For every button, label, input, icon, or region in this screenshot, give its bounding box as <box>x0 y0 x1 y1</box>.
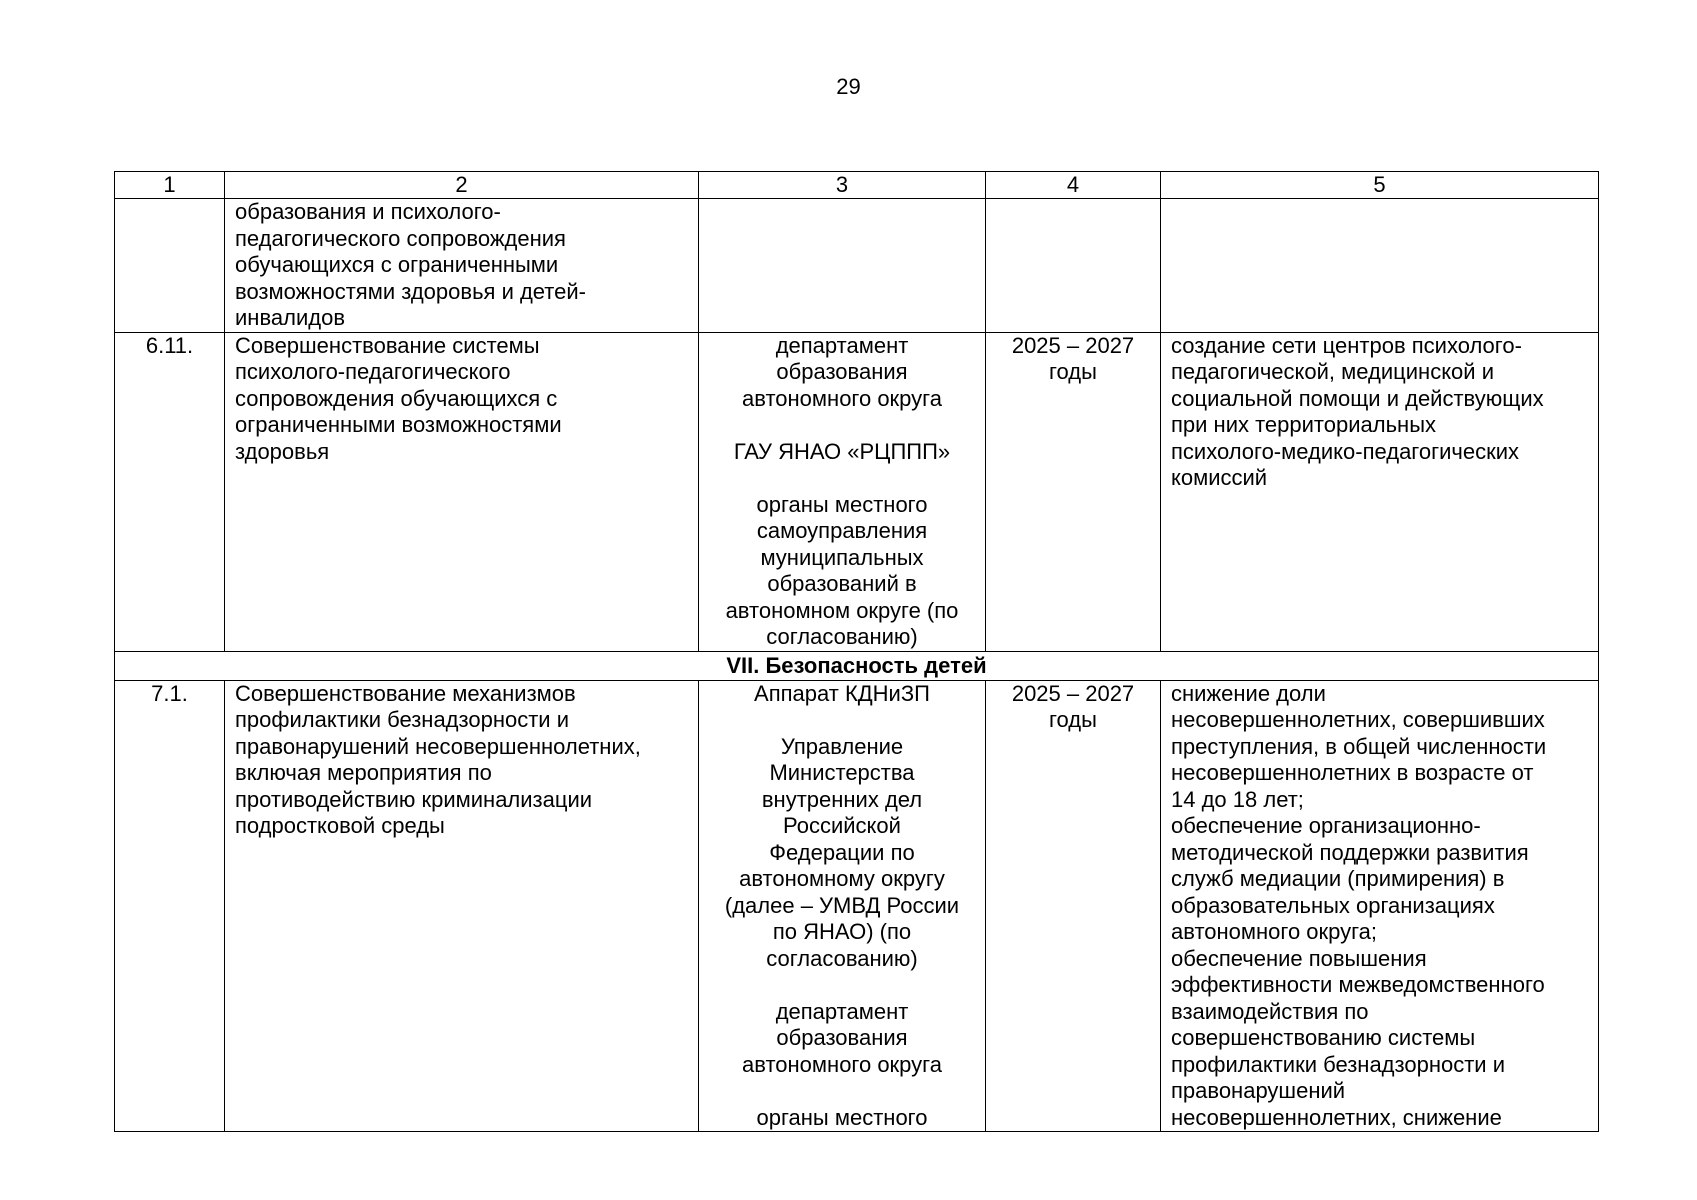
section-heading-row <box>115 651 1599 680</box>
period-cell <box>986 332 1161 651</box>
row-number-cell <box>115 332 225 651</box>
activity-line: обучающихся с ограниченными <box>235 252 559 277</box>
period-cell <box>986 680 1161 1132</box>
activity-line: профилактики безнадзорности и <box>235 707 569 732</box>
period-line: 2025 – 2027 <box>1011 332 1135 358</box>
table-row <box>115 332 1599 651</box>
activity-line: включая мероприятия по <box>235 760 492 785</box>
activity-cell <box>225 680 699 1132</box>
result-line: несовершеннолетних, совершивших <box>1171 707 1545 732</box>
activity-line: ограниченными возможностями <box>235 412 562 437</box>
executor-line: согласованию) <box>766 945 918 971</box>
executor-line: Аппарат КДНиЗП <box>754 680 930 706</box>
executor-line: Управление <box>780 733 904 759</box>
executor-gap <box>709 972 975 999</box>
row-number: 7.1. <box>151 680 188 706</box>
executor-line: самоуправления <box>756 518 928 543</box>
period-cell <box>986 199 1161 333</box>
column-header-2: 2 <box>225 172 699 199</box>
executor-line: по ЯНАО) (по <box>772 919 912 944</box>
activity-line: возможностями здоровья и детей- <box>235 278 586 304</box>
executor-line: автономном округе (по <box>725 597 959 623</box>
executor-gap <box>709 707 975 734</box>
activity-line: психолого-педагогического <box>235 359 511 384</box>
executor-line: департамент <box>775 998 909 1024</box>
result-line: несовершеннолетних, снижение <box>1171 1104 1502 1130</box>
result-line: служб медиации (примирения) в <box>1171 866 1505 891</box>
activity-line: Совершенствование механизмов <box>235 680 576 706</box>
executor-gap <box>709 412 975 439</box>
executor-line: органы местного <box>756 491 928 517</box>
executor-line: ГАУ ЯНАО «РЦППП» <box>733 438 951 464</box>
activity-line: образования и психолого- <box>235 199 501 224</box>
activity-line: Совершенствование системы <box>235 332 540 358</box>
executors-cell <box>699 199 986 333</box>
page-number: 29 <box>836 74 861 99</box>
table-row <box>115 199 1599 333</box>
executor-line: автономного округа <box>742 1051 942 1077</box>
table-header-row <box>115 172 1599 199</box>
executor-line: органы местного <box>756 1104 928 1130</box>
activity-line: сопровождения обучающихся с <box>235 385 558 411</box>
result-line: психолого-медико-педагогических <box>1171 438 1520 464</box>
result-line: взаимодействия по <box>1171 998 1369 1024</box>
activity-line: противодействию криминализации <box>235 786 593 812</box>
result-line: снижение доли <box>1171 680 1326 706</box>
result-line: 14 до 18 лет; <box>1171 786 1304 812</box>
executor-line: внутренних дел <box>761 786 923 812</box>
table-row <box>115 680 1599 1132</box>
executor-line: образования <box>776 359 908 384</box>
result-line: профилактики безнадзорности и <box>1171 1051 1505 1077</box>
column-header-4: 4 <box>986 172 1161 199</box>
result-line: образовательных организациях <box>1171 892 1495 918</box>
section-title: VII. Безопасность детей <box>115 651 1599 680</box>
activity-cell <box>225 199 699 333</box>
result-line: создание сети центров психолого- <box>1171 332 1522 358</box>
result-line: преступления, в общей численности <box>1171 733 1547 759</box>
row-number-cell <box>115 680 225 1132</box>
executor-line: автономного округа <box>742 385 942 411</box>
activity-line: подростковой среды <box>235 813 445 838</box>
row-number: 6.11. <box>145 332 194 358</box>
executor-line: автономному округу <box>739 866 945 891</box>
result-line: при них территориальных <box>1171 412 1437 437</box>
result-cell <box>1161 199 1599 333</box>
activity-line: правонарушений несовершеннолетних, <box>235 733 641 759</box>
executors-cell <box>699 332 986 651</box>
result-line: комиссий <box>1171 465 1268 490</box>
executor-gap <box>709 465 975 492</box>
executor-line: образований в <box>767 571 917 596</box>
executor-line: (далее – УМВД России <box>724 892 960 918</box>
executor-line: муниципальных <box>760 544 924 570</box>
executor-line: Федерации по <box>769 839 915 865</box>
result-line: эффективности межведомственного <box>1171 972 1545 997</box>
result-line: совершенствованию системы <box>1171 1025 1476 1050</box>
result-line: правонарушений <box>1171 1078 1346 1103</box>
activity-cell <box>225 332 699 651</box>
result-line: несовершеннолетних в возрасте от <box>1171 760 1534 785</box>
column-header-1: 1 <box>115 172 225 199</box>
executor-gap <box>709 1078 975 1105</box>
activity-line: педагогического сопровождения <box>235 225 566 251</box>
period-line: годы <box>1049 707 1097 732</box>
row-number-cell <box>115 199 225 333</box>
executor-line: согласованию) <box>766 624 918 649</box>
result-line: обеспечение организационно- <box>1171 813 1481 838</box>
executor-line: Министерства <box>769 760 915 785</box>
activity-line: здоровья <box>235 438 330 464</box>
activity-line: инвалидов <box>235 305 345 330</box>
document-table <box>114 171 1599 1132</box>
column-header-3: 3 <box>699 172 986 199</box>
period-line: 2025 – 2027 <box>1011 680 1135 706</box>
executor-line: департамент <box>775 332 909 358</box>
result-line: социальной помощи и действующих <box>1171 385 1544 411</box>
result-cell <box>1161 332 1599 651</box>
period-line: годы <box>1049 359 1097 384</box>
result-line: педагогической, медицинской и <box>1171 359 1494 384</box>
result-line: обеспечение повышения <box>1171 945 1427 971</box>
executor-line: образования <box>776 1025 908 1050</box>
column-header-5: 5 <box>1161 172 1599 199</box>
result-line: автономного округа; <box>1171 919 1378 944</box>
executors-cell <box>699 680 986 1132</box>
result-cell <box>1161 680 1599 1132</box>
result-line: методической поддержки развития <box>1171 839 1529 865</box>
executor-line: Российской <box>783 813 901 838</box>
